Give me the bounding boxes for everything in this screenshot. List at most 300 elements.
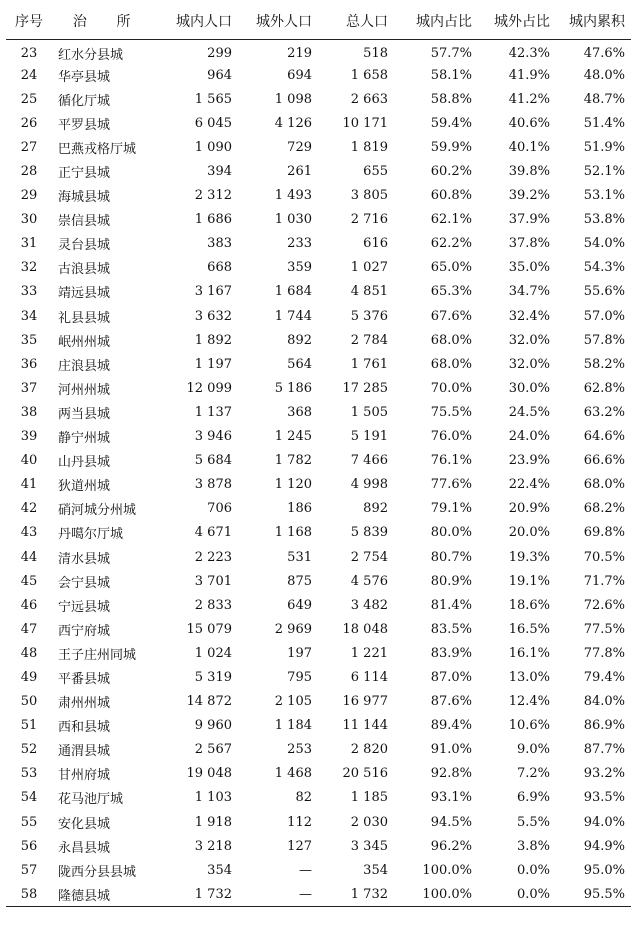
cell-outer-pop: 2 105 (274, 694, 312, 710)
cell-seat: 华亭县城 (58, 69, 111, 85)
cell-inner-cumulative: 54.0% (583, 236, 625, 252)
cell-seat: 西宁府城 (58, 623, 111, 639)
cell-outer-pop: 127 (287, 838, 312, 854)
cell-seat: 平罗县城 (58, 117, 111, 133)
cell-inner-share: 77.6% (430, 477, 472, 493)
cell-inner-pop: 1 090 (194, 139, 232, 155)
header-outer-pop: 城外人口 (242, 4, 322, 39)
cell-seat: 西和县城 (58, 720, 111, 736)
cell-seat: 陇西分县县城 (58, 864, 137, 880)
table-row (6, 376, 631, 400)
cell-total-pop: 4 998 (350, 477, 388, 493)
cell-index: 28 (20, 164, 38, 180)
cell-inner-pop: 1 732 (164, 882, 242, 906)
cell-inner-cumulative: 66.6% (583, 453, 625, 469)
cell-seat: 清水县城 (58, 551, 111, 567)
cell-inner-pop: 1 892 (194, 332, 232, 348)
cell-outer-share: 19.1% (508, 573, 550, 589)
cell-inner-pop: 1 197 (194, 356, 232, 372)
cell-index: 57 (20, 862, 38, 878)
cell-index: 30 (20, 212, 38, 228)
cell-inner-cumulative: 87.7% (583, 742, 625, 758)
cell-outer-pop: 649 (287, 597, 312, 613)
table-row (6, 738, 631, 762)
table-row (6, 159, 631, 183)
cell-inner-cumulative: 51.4% (583, 115, 625, 131)
cell-index: 33 (20, 284, 38, 300)
cell-inner-pop: 3 878 (194, 477, 232, 493)
cell-outer-pop: 186 (287, 501, 312, 517)
cell-total-pop: 16 977 (342, 694, 388, 710)
cell-inner-cumulative: 58.2% (583, 356, 625, 372)
cell-index: 29 (20, 188, 38, 204)
cell-outer-share: 0.0% (478, 882, 556, 906)
cell-index: 23 (20, 45, 38, 61)
cell-seat: 正宁县城 (58, 166, 111, 182)
cell-inner-share: 80.7% (430, 549, 472, 565)
cell-seat: 丹噶尔厅城 (58, 527, 124, 543)
cell-inner-pop: 354 (207, 862, 232, 878)
cell-inner-pop: 1 137 (194, 404, 232, 420)
cell-outer-share: 9.0% (516, 742, 550, 758)
table-row (6, 762, 631, 786)
cell-seat: 两当县城 (58, 406, 111, 422)
cell-inner-share: 67.6% (430, 308, 472, 324)
cell-seat: 通渭县城 (58, 744, 111, 760)
table-row (6, 328, 631, 352)
cell-inner-pop: 1 565 (194, 91, 232, 107)
cell-index: 25 (20, 91, 38, 107)
cell-seat: 花马池厅城 (58, 792, 124, 808)
table-row (6, 882, 631, 906)
cell-outer-pop: 1 782 (274, 453, 312, 469)
cell-inner-cumulative: 84.0% (583, 694, 625, 710)
table-row (6, 497, 631, 521)
cell-total-pop: 2 820 (350, 742, 388, 758)
cell-inner-pop: 3 218 (194, 838, 232, 854)
cell-index: 37 (20, 380, 38, 396)
cell-index: 52 (20, 742, 38, 758)
cell-inner-share: 91.0% (430, 742, 472, 758)
cell-index: 31 (20, 236, 38, 252)
cell-index: 44 (20, 549, 38, 565)
cell-outer-pop: 1 030 (274, 212, 312, 228)
table-row (6, 39, 631, 63)
cell-outer-share: 18.6% (508, 597, 550, 613)
cell-seat: 隆德县城 (52, 882, 164, 906)
cell-outer-pop: 1 744 (274, 308, 312, 324)
cell-outer-share: 41.2% (508, 91, 550, 107)
cell-total-pop: 3 345 (350, 838, 388, 854)
cell-seat: 肃州州城 (58, 696, 111, 712)
cell-inner-share: 83.9% (430, 645, 472, 661)
cell-inner-pop: 5 319 (194, 669, 232, 685)
cell-total-pop: 1 761 (350, 356, 388, 372)
cell-inner-cumulative: 48.0% (583, 67, 625, 83)
cell-seat: 海城县城 (58, 190, 111, 206)
cell-outer-pop: — (242, 882, 322, 906)
cell-outer-share: 16.5% (508, 621, 550, 637)
cell-inner-cumulative: 64.6% (583, 429, 625, 445)
cell-inner-pop: 15 079 (186, 621, 232, 637)
cell-total-pop: 2 663 (350, 91, 388, 107)
cell-inner-cumulative: 77.8% (583, 645, 625, 661)
cell-seat: 循化厅城 (58, 93, 111, 109)
cell-index: 55 (20, 814, 38, 830)
cell-total-pop: 518 (363, 45, 388, 61)
cell-outer-pop: 2 969 (274, 621, 312, 637)
table-row (6, 449, 631, 473)
header-total-pop: 总人口 (322, 4, 398, 39)
cell-inner-pop: 3 946 (194, 429, 232, 445)
cell-index: 35 (20, 332, 38, 348)
cell-outer-pop: 1 098 (274, 91, 312, 107)
table-row (6, 545, 631, 569)
cell-inner-cumulative: 93.5% (583, 790, 625, 806)
cell-total-pop: 1 221 (350, 645, 388, 661)
cell-index: 36 (20, 356, 38, 372)
cell-seat: 古浪县城 (58, 262, 111, 278)
cell-outer-pop: 197 (287, 645, 312, 661)
cell-outer-share: 37.9% (508, 212, 550, 228)
cell-total-pop: 2 716 (350, 212, 388, 228)
table-row (6, 280, 631, 304)
cell-inner-share: 68.0% (430, 356, 472, 372)
cell-outer-share: 32.0% (508, 332, 550, 348)
cell-index: 51 (20, 718, 38, 734)
cell-index: 38 (20, 404, 38, 420)
cell-total-pop: 655 (363, 164, 388, 180)
cell-total-pop: 5 191 (350, 429, 388, 445)
cell-seat: 甘州府城 (58, 768, 111, 784)
cell-inner-cumulative: 68.2% (583, 501, 625, 517)
cell-outer-pop: 5 186 (274, 380, 312, 396)
cell-inner-share: 92.8% (430, 766, 472, 782)
cell-inner-share: 87.0% (430, 669, 472, 685)
cell-inner-pop: 19 048 (186, 766, 232, 782)
cell-total-pop: 11 144 (342, 718, 388, 734)
table-row (6, 425, 631, 449)
cell-inner-cumulative: 57.8% (583, 332, 625, 348)
cell-outer-pop: 531 (287, 549, 312, 565)
cell-outer-share: 13.0% (508, 669, 550, 685)
cell-inner-share: 75.5% (430, 404, 472, 420)
cell-index: 53 (20, 766, 38, 782)
cell-total-pop: 2 754 (350, 549, 388, 565)
cell-inner-pop: 394 (207, 164, 232, 180)
cell-seat: 永昌县城 (58, 840, 111, 856)
table-row (6, 400, 631, 424)
cell-index: 39 (20, 429, 38, 445)
cell-outer-share: 40.6% (508, 115, 550, 131)
cell-outer-pop: 892 (287, 332, 312, 348)
cell-total-pop: 2 784 (350, 332, 388, 348)
cell-seat: 安化县城 (58, 816, 111, 832)
cell-outer-pop: 82 (295, 790, 312, 806)
cell-outer-share: 20.0% (508, 525, 550, 541)
cell-outer-share: 39.8% (508, 164, 550, 180)
cell-inner-share: 57.7% (430, 45, 472, 61)
cell-inner-pop: 1 686 (194, 212, 232, 228)
cell-outer-pop: 253 (287, 742, 312, 758)
cell-outer-pop: 1 184 (274, 718, 312, 734)
table-row (6, 690, 631, 714)
cell-inner-pop: 383 (207, 236, 232, 252)
table-body (6, 39, 631, 906)
cell-total-pop: 892 (363, 501, 388, 517)
table-row (6, 714, 631, 738)
cell-inner-pop: 6 045 (194, 115, 232, 131)
cell-inner-share: 87.6% (430, 694, 472, 710)
cell-index: 58 (6, 882, 52, 906)
cell-outer-pop: 1 468 (274, 766, 312, 782)
cell-inner-share: 81.4% (430, 597, 472, 613)
cell-total-pop: 20 516 (342, 766, 388, 782)
cell-inner-pop: 2 312 (194, 188, 232, 204)
table-row (6, 208, 631, 232)
cell-inner-pop: 1 024 (194, 645, 232, 661)
cell-inner-cumulative: 54.3% (583, 260, 625, 276)
cell-seat: 岷州州城 (58, 334, 111, 350)
cell-total-pop: 1 185 (350, 790, 388, 806)
cell-index: 26 (20, 115, 38, 131)
cell-inner-cumulative: 94.0% (583, 814, 625, 830)
table-row (6, 87, 631, 111)
cell-outer-share: 22.4% (508, 477, 550, 493)
cell-outer-share: 23.9% (508, 453, 550, 469)
cell-inner-share: 76.0% (430, 429, 472, 445)
table-row (6, 521, 631, 545)
cell-inner-cumulative: 52.1% (583, 164, 625, 180)
cell-inner-share: 62.1% (430, 212, 472, 228)
cell-total-pop: 3 482 (350, 597, 388, 613)
cell-inner-cumulative: 69.8% (583, 525, 625, 541)
cell-inner-pop: 14 872 (186, 694, 232, 710)
cell-seat: 会宁县城 (58, 575, 111, 591)
cell-total-pop: 6 114 (350, 669, 388, 685)
cell-total-pop: 10 171 (342, 115, 388, 131)
cell-inner-pop: 12 099 (186, 380, 232, 396)
cell-index: 56 (20, 838, 38, 854)
cell-inner-cumulative: 62.8% (583, 380, 625, 396)
cell-outer-share: 32.0% (508, 356, 550, 372)
cell-seat: 狄道州城 (58, 479, 111, 495)
table-row (6, 665, 631, 689)
cell-index: 24 (20, 67, 38, 83)
cell-inner-cumulative: 95.0% (583, 862, 625, 878)
cell-inner-cumulative: 53.1% (583, 188, 625, 204)
table-row (6, 352, 631, 376)
cell-inner-share: 70.0% (430, 380, 472, 396)
cell-outer-share: 12.4% (508, 694, 550, 710)
cell-outer-pop: 261 (287, 164, 312, 180)
cell-inner-pop: 299 (207, 45, 232, 61)
cell-inner-pop: 2 223 (194, 549, 232, 565)
cell-outer-pop: — (299, 862, 312, 878)
cell-inner-pop: 964 (207, 67, 232, 83)
cell-outer-pop: 1 245 (274, 429, 312, 445)
table-row (6, 834, 631, 858)
cell-seat: 灵台县城 (58, 238, 111, 254)
table-row (6, 858, 631, 882)
cell-inner-share: 65.0% (430, 260, 472, 276)
cell-inner-cumulative: 47.6% (583, 45, 625, 61)
cell-outer-share: 37.8% (508, 236, 550, 252)
cell-inner-pop: 1 918 (194, 814, 232, 830)
cell-total-pop: 17 285 (342, 380, 388, 396)
cell-total-pop: 1 819 (350, 139, 388, 155)
header-index: 序号 (6, 4, 52, 39)
cell-inner-cumulative: 57.0% (583, 308, 625, 324)
cell-outer-share: 34.7% (508, 284, 550, 300)
cell-total-pop: 4 851 (350, 284, 388, 300)
cell-total-pop: 2 030 (350, 814, 388, 830)
cell-index: 40 (20, 453, 38, 469)
cell-outer-pop: 1 493 (274, 188, 312, 204)
table-row (6, 232, 631, 256)
cell-index: 27 (20, 139, 38, 155)
header-seat: 治 所 (52, 4, 164, 39)
cell-inner-share: 68.0% (430, 332, 472, 348)
cell-inner-pop: 668 (207, 260, 232, 276)
cell-inner-share: 83.5% (430, 621, 472, 637)
table-row (6, 786, 631, 810)
cell-inner-cumulative: 95.5% (556, 882, 631, 906)
cell-outer-pop: 359 (287, 260, 312, 276)
cell-inner-pop: 3 701 (194, 573, 232, 589)
cell-total-pop: 1 658 (350, 67, 388, 83)
cell-inner-share: 60.2% (430, 164, 472, 180)
cell-index: 47 (20, 621, 38, 637)
cell-inner-share: 96.2% (430, 838, 472, 854)
cell-inner-pop: 3 632 (194, 308, 232, 324)
cell-inner-cumulative: 94.9% (583, 838, 625, 854)
cell-inner-share: 58.8% (430, 91, 472, 107)
cell-inner-cumulative: 68.0% (583, 477, 625, 493)
cell-inner-cumulative: 55.6% (583, 284, 625, 300)
cell-index: 49 (20, 669, 38, 685)
cell-inner-cumulative: 93.2% (583, 766, 625, 782)
cell-index: 45 (20, 573, 38, 589)
table-row (6, 641, 631, 665)
cell-index: 32 (20, 260, 38, 276)
cell-outer-pop: 1 168 (274, 525, 312, 541)
cell-inner-share: 62.2% (430, 236, 472, 252)
table-row (6, 111, 631, 135)
cell-outer-pop: 694 (287, 67, 312, 83)
cell-inner-share: 89.4% (430, 718, 472, 734)
table-row (6, 63, 631, 87)
cell-total-pop: 616 (363, 236, 388, 252)
cell-seat: 红水分县城 (58, 47, 124, 63)
cell-inner-cumulative: 53.8% (583, 212, 625, 228)
cell-outer-share: 7.2% (516, 766, 550, 782)
cell-seat: 宁远县城 (58, 599, 111, 615)
cell-index: 50 (20, 694, 38, 710)
table-row (6, 135, 631, 159)
cell-inner-cumulative: 71.7% (583, 573, 625, 589)
table-row (6, 184, 631, 208)
cell-total-pop: 354 (363, 862, 388, 878)
cell-outer-share: 42.3% (508, 45, 550, 61)
cell-inner-pop: 2 833 (194, 597, 232, 613)
cell-inner-cumulative: 86.9% (583, 718, 625, 734)
table-row (6, 593, 631, 617)
table-row (6, 617, 631, 641)
cell-total-pop: 4 576 (350, 573, 388, 589)
cell-index: 48 (20, 645, 38, 661)
cell-inner-cumulative: 79.4% (583, 669, 625, 685)
cell-outer-share: 39.2% (508, 188, 550, 204)
cell-seat: 崇信县城 (58, 214, 111, 230)
cell-index: 41 (20, 477, 38, 493)
cell-index: 43 (20, 525, 38, 541)
cell-outer-pop: 233 (287, 236, 312, 252)
cell-total-pop: 1 505 (350, 404, 388, 420)
cell-inner-share: 100.0% (398, 882, 478, 906)
cell-outer-share: 5.5% (516, 814, 550, 830)
cell-seat: 河州州城 (58, 382, 111, 398)
cell-inner-pop: 2 567 (194, 742, 232, 758)
cell-outer-share: 41.9% (508, 67, 550, 83)
cell-inner-cumulative: 48.7% (583, 91, 625, 107)
cell-seat: 静宁州城 (58, 431, 111, 447)
cell-inner-pop: 4 671 (194, 525, 232, 541)
cell-inner-pop: 9 960 (194, 718, 232, 734)
cell-inner-share: 94.5% (430, 814, 472, 830)
cell-total-pop: 1 027 (350, 260, 388, 276)
cell-outer-pop: 875 (287, 573, 312, 589)
cell-inner-share: 79.1% (430, 501, 472, 517)
cell-inner-share: 76.1% (430, 453, 472, 469)
cell-outer-share: 35.0% (508, 260, 550, 276)
cell-inner-share: 65.3% (430, 284, 472, 300)
table-row (6, 810, 631, 834)
cell-seat: 平番县城 (58, 671, 111, 687)
cell-outer-pop: 368 (287, 404, 312, 420)
header-inner-cumulative: 城内累积 (556, 4, 631, 39)
table-header-row (6, 4, 631, 39)
cell-seat: 靖远县城 (58, 286, 111, 302)
cell-inner-cumulative: 77.5% (583, 621, 625, 637)
header-inner-share: 城内占比 (398, 4, 478, 39)
cell-total-pop: 5 376 (350, 308, 388, 324)
cell-outer-share: 10.6% (508, 718, 550, 734)
cell-inner-share: 60.8% (430, 188, 472, 204)
cell-outer-pop: 4 126 (274, 115, 312, 131)
cell-seat: 王子庄州同城 (58, 647, 137, 663)
cell-outer-share: 3.8% (516, 838, 550, 854)
cell-inner-cumulative: 72.6% (583, 597, 625, 613)
cell-index: 46 (20, 597, 38, 613)
cell-outer-share: 24.5% (508, 404, 550, 420)
cell-inner-share: 59.9% (430, 139, 472, 155)
header-outer-share: 城外占比 (478, 4, 556, 39)
cell-index: 34 (20, 308, 38, 324)
cell-index: 42 (20, 501, 38, 517)
cell-inner-share: 93.1% (430, 790, 472, 806)
cell-inner-share: 80.9% (430, 573, 472, 589)
cell-total-pop: 7 466 (350, 453, 388, 469)
cell-inner-cumulative: 51.9% (583, 139, 625, 155)
cell-outer-pop: 1 684 (274, 284, 312, 300)
cell-outer-share: 20.9% (508, 501, 550, 517)
cell-total-pop: 18 048 (342, 621, 388, 637)
cell-inner-pop: 3 167 (194, 284, 232, 300)
cell-outer-share: 30.0% (508, 380, 550, 396)
cell-outer-share: 24.0% (508, 429, 550, 445)
cell-inner-share: 59.4% (430, 115, 472, 131)
